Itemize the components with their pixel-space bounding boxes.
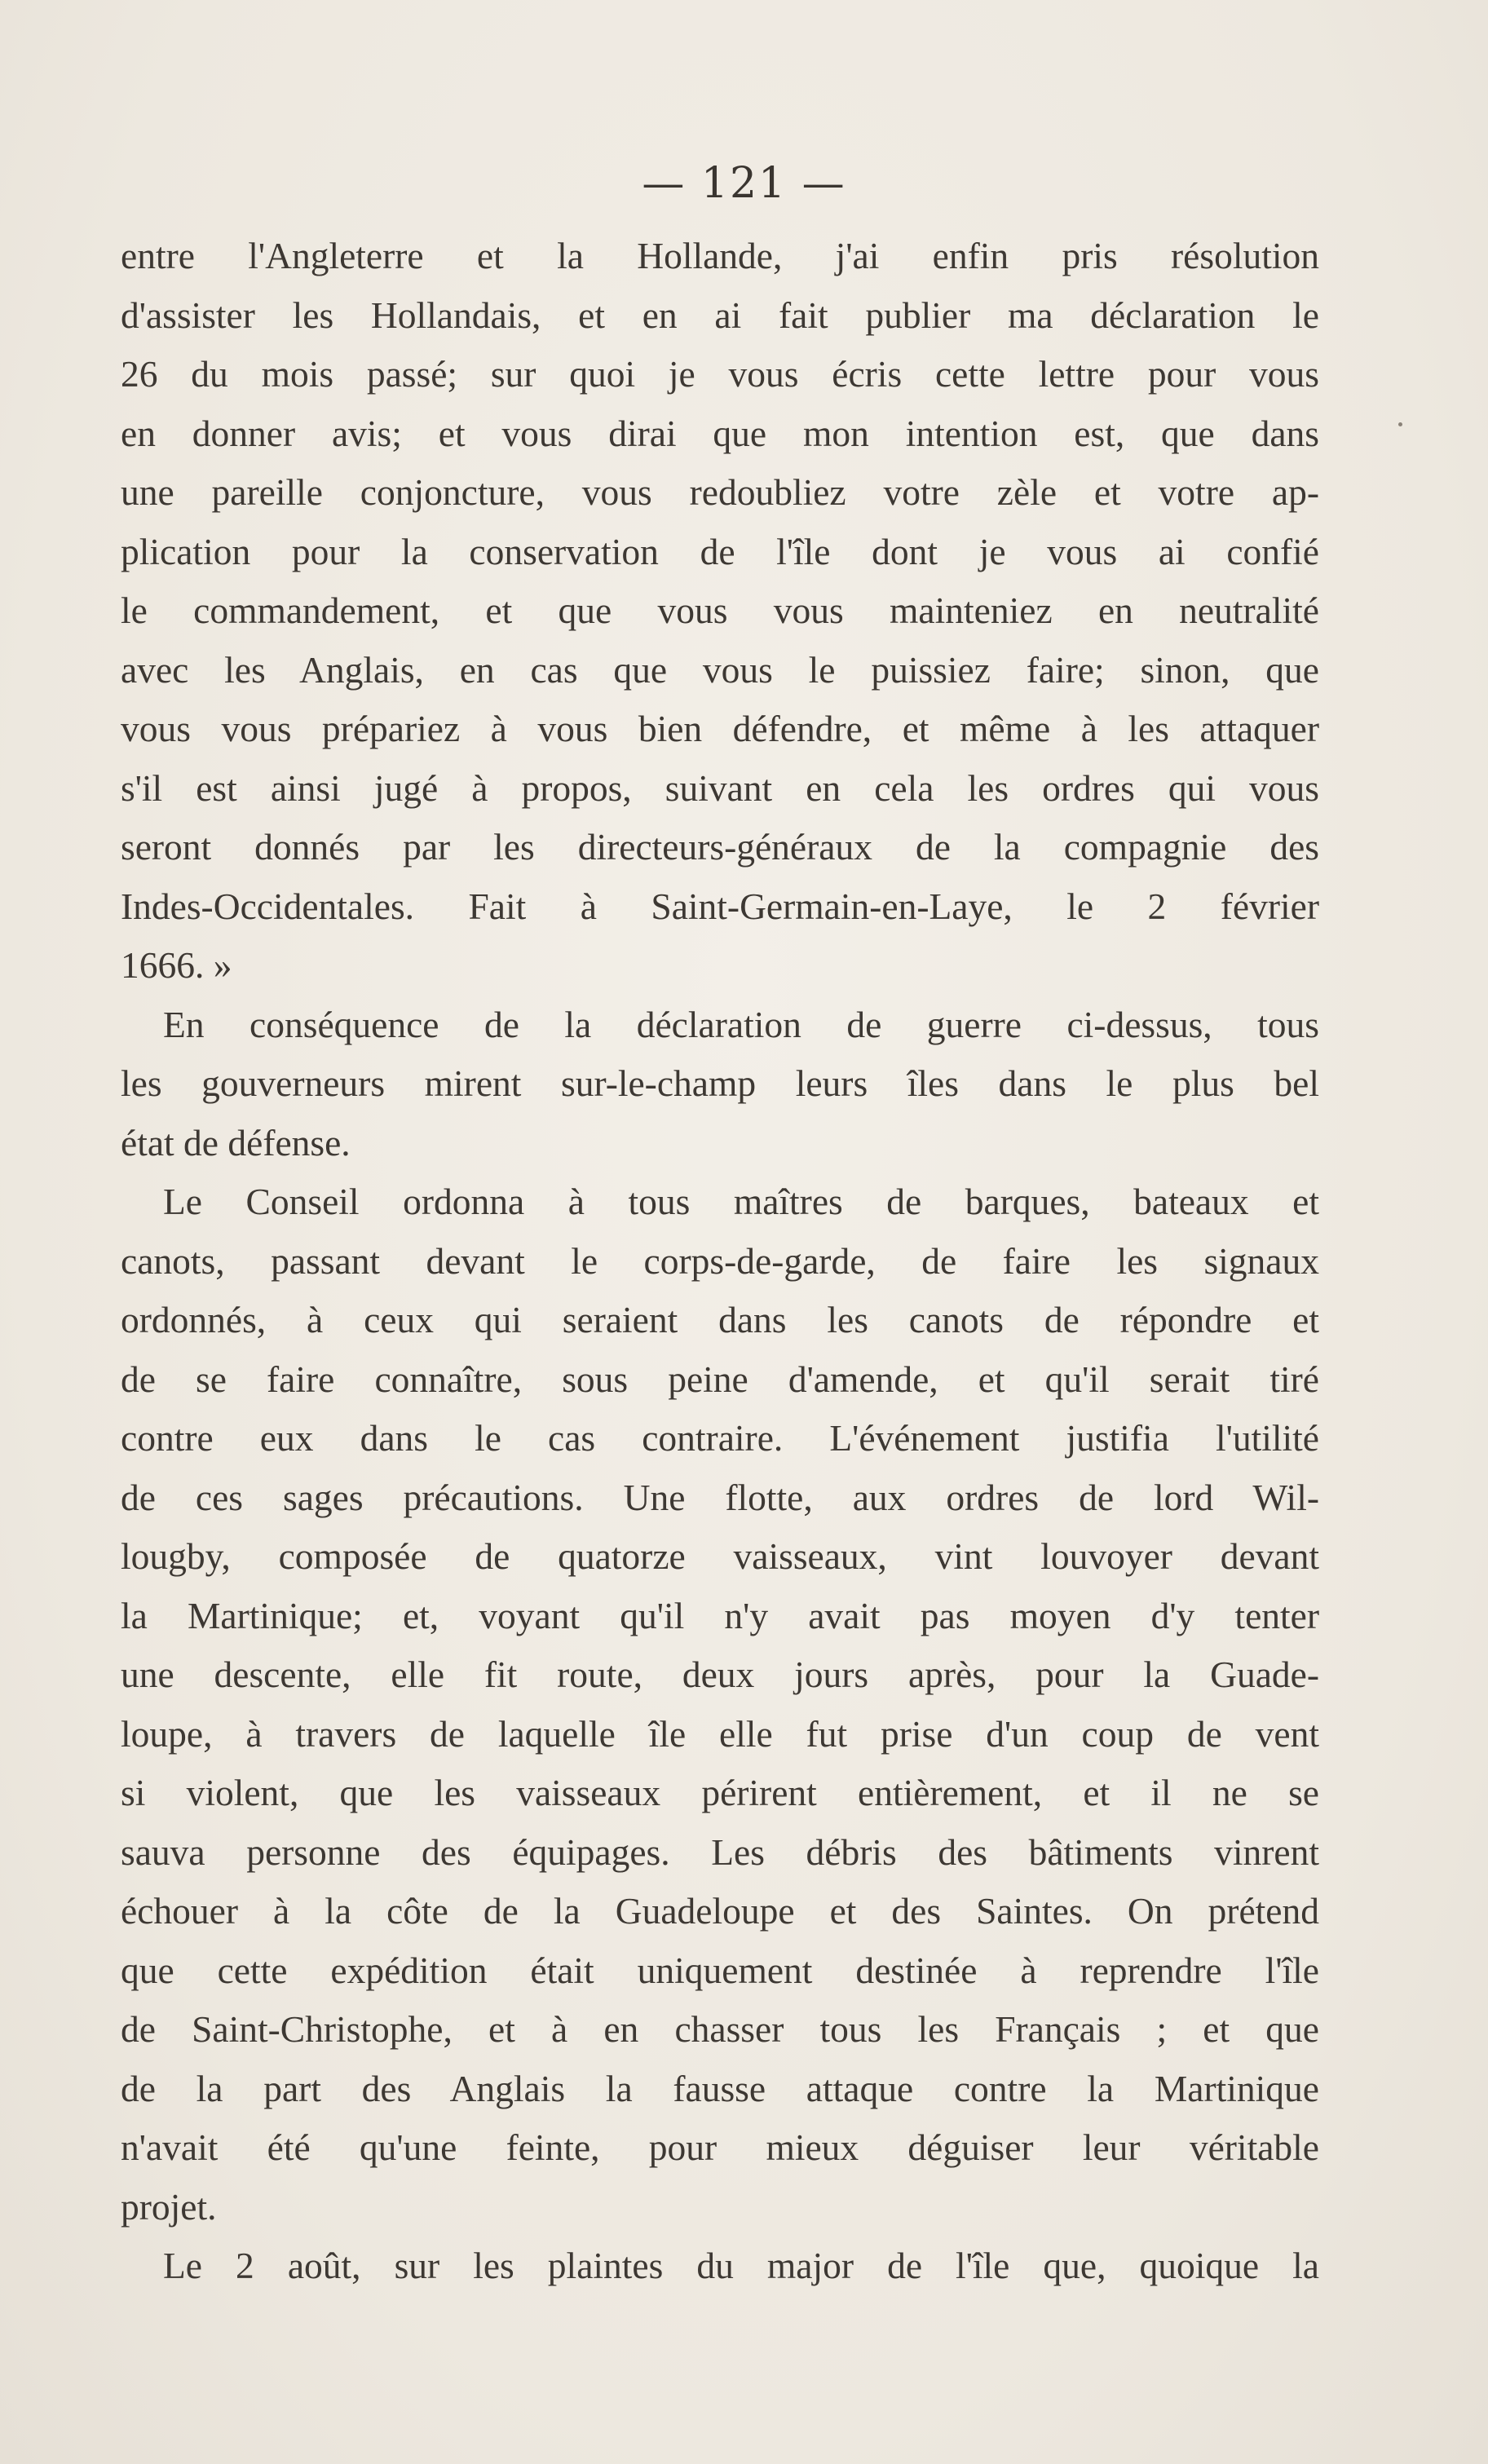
text-line: avec les Anglais, en cas que vous le puissiez faire; sinon, que [121,648,1319,691]
text-line: en donner avis; et vous dirai que mon intention est, que dans [121,412,1319,454]
text-line: contre eux dans le cas contraire. L'événement justifia l'utilité [121,1417,1319,1459]
text-line: de la part des Anglais la fausse attaque contre la Martinique [121,2067,1319,2109]
text-line: canots, passant devant le corps-de-garde, de faire les signaux [121,1239,1319,1282]
text-line: une descente, elle fit route, deux jours après, pour la Guade- [121,1654,1319,1695]
text-line: de ces sages précautions. Une flotte, aux ordres de lord Wil- [121,1476,1319,1518]
text-line: la Martinique; et, voyant qu'il n'y avait pas moyen d'y tenter [121,1594,1319,1636]
text-line: si violent, que les vaisseaux périrent entièrement, et il ne se [121,1772,1319,1813]
ink-speck [1398,422,1402,426]
text-line: loupe, à travers de laquelle île elle fut prise d'un coup de vent [121,1712,1319,1755]
text-line: projet. [121,2185,217,2228]
text-line: Le Conseil ordonna à tous maîtres de barques, bateaux et [163,1181,1319,1222]
page-number: — 121 — [642,159,846,208]
text-line: Indes-Occidentales. Fait à Saint-Germain-en-Laye, le 2 février [121,885,1319,927]
text-line: seront donnés par les directeurs-généraux de la compagnie des [121,826,1319,868]
text-line: lougby, composée de quatorze vaisseaux, vint louvoyer devant [121,1535,1319,1577]
text-line: d'assister les Hollandais, et en ai fait publier ma déclaration le [121,294,1319,336]
text-line: 1666. » [121,944,232,986]
text-line: En conséquence de la déclaration de guerre ci-dessus, tous [163,1003,1319,1045]
text-line: Le 2 août, sur les plaintes du major de l'île que, quoique la [163,2245,1319,2286]
text-line: de se faire connaître, sous peine d'amende, et qu'il serait tiré [121,1358,1319,1400]
text-line: une pareille conjoncture, vous redoubliez votre zèle et votre ap- [121,471,1319,513]
text-line: s'il est ainsi jugé à propos, suivant en cela les ordres qui vous [121,766,1319,809]
text-line: sauva personne des équipages. Les débris des bâtiments vinrent [121,1830,1319,1873]
text-line: plication pour la conservation de l'île dont je vous ai confié [121,530,1319,572]
text-line: le commandement, et que vous vous mainteniez en neutralité [121,590,1319,631]
text-line: entre l'Angleterre et la Hollande, j'ai enfin pris résolution [121,235,1319,276]
text-line: ordonnés, à ceux qui seraient dans les canots de répondre et [121,1299,1319,1340]
text-line: 26 du mois passé; sur quoi je vous écris cette lettre pour vous [121,353,1319,395]
text-line: de Saint-Christophe, et à en chasser tous les Français ; et que [121,2008,1319,2050]
body-text [121,227,1319,2296]
text-line: vous vous prépariez à vous bien défendre, et même à les attaquer [121,708,1319,749]
text-line: les gouverneurs mirent sur-le-champ leurs îles dans le plus bel [121,1062,1319,1104]
text-line: que cette expédition était uniquement destinée à reprendre l'île [121,1949,1319,1991]
text-line: n'avait été qu'une feinte, pour mieux déguiser leur véritable [121,2126,1319,2168]
text-line: échouer à la côte de la Guadeloupe et des Saintes. On prétend [121,1890,1319,1932]
text-line: état de défense. [121,1121,351,1164]
